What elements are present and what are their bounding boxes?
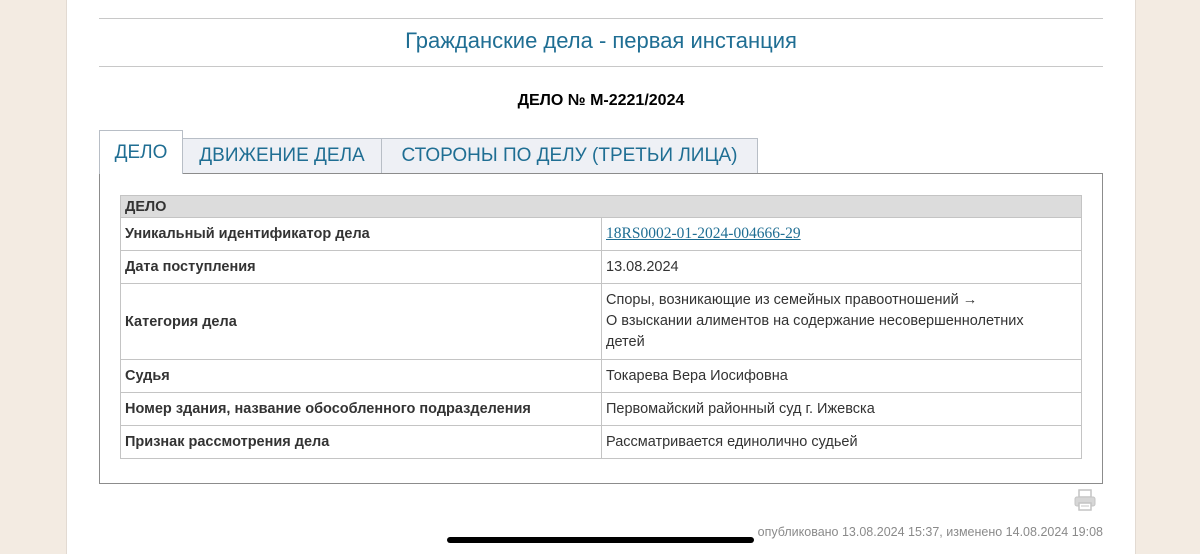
- row-value-identifier: [602, 218, 1082, 251]
- table-row: [121, 251, 1082, 284]
- row-label-judge: Судья: [121, 360, 602, 393]
- case-identifier-link[interactable]: 18RS0002-01-2024-004666-29: [606, 225, 801, 242]
- row-value-review: Рассматривается единолично судьей: [602, 426, 1082, 459]
- home-indicator[interactable]: [447, 537, 754, 543]
- row-label-review: Признак рассмотрения дела: [121, 426, 602, 459]
- tab-parties-label: СТОРОНЫ ПО ДЕЛУ (ТРЕТЬИ ЛИЦА): [401, 145, 738, 166]
- divider-bottom: [99, 66, 1103, 67]
- row-value-date: 13.08.2024: [602, 251, 1082, 284]
- row-label-identifier: Уникальный идентификатор дела: [121, 218, 602, 251]
- row-label-category: Категория дела: [121, 284, 602, 360]
- printer-icon[interactable]: [1073, 488, 1097, 512]
- table-row: [121, 426, 1082, 459]
- tab-case-movement-label: ДВИЖЕНИЕ ДЕЛА: [199, 145, 365, 166]
- table-row: [121, 393, 1082, 426]
- table-header-row: [121, 196, 1082, 218]
- table-row: [121, 218, 1082, 251]
- category-line-3: детей: [606, 334, 645, 350]
- table-row: [121, 284, 1082, 360]
- case-number-heading: ДЕЛО № М-2221/2024: [517, 92, 685, 109]
- case-info-table: [120, 195, 1082, 459]
- category-line-1: Споры, возникающие из семейных правоотношений →: [606, 292, 978, 308]
- table-row: [121, 360, 1082, 393]
- tab-case[interactable]: [99, 130, 183, 174]
- row-label-date: Дата поступления: [121, 251, 602, 284]
- row-value-building: Первомайский районный суд г. Ижевска: [602, 393, 1082, 426]
- publication-meta: опубликовано 13.08.2024 15:37, изменено 14.08.2024 19:08: [757, 525, 1103, 539]
- row-label-building: Номер здания, название обособленного подразделения: [121, 393, 602, 426]
- table-header: ДЕЛО: [121, 196, 1082, 218]
- tab-parties[interactable]: [381, 138, 758, 174]
- tab-case-movement[interactable]: [182, 138, 382, 174]
- case-panel: [99, 173, 1103, 484]
- section-title: Гражданские дела - первая инстанция: [405, 28, 797, 53]
- row-value-judge: Токарева Вера Иосифовна: [602, 360, 1082, 393]
- page-content: [66, 0, 1136, 554]
- category-line-2: О взыскании алиментов на содержание несовершеннолетних: [606, 313, 1024, 329]
- row-value-category: [602, 284, 1082, 360]
- divider-top: [99, 18, 1103, 19]
- tab-case-label: ДЕЛО: [114, 141, 168, 163]
